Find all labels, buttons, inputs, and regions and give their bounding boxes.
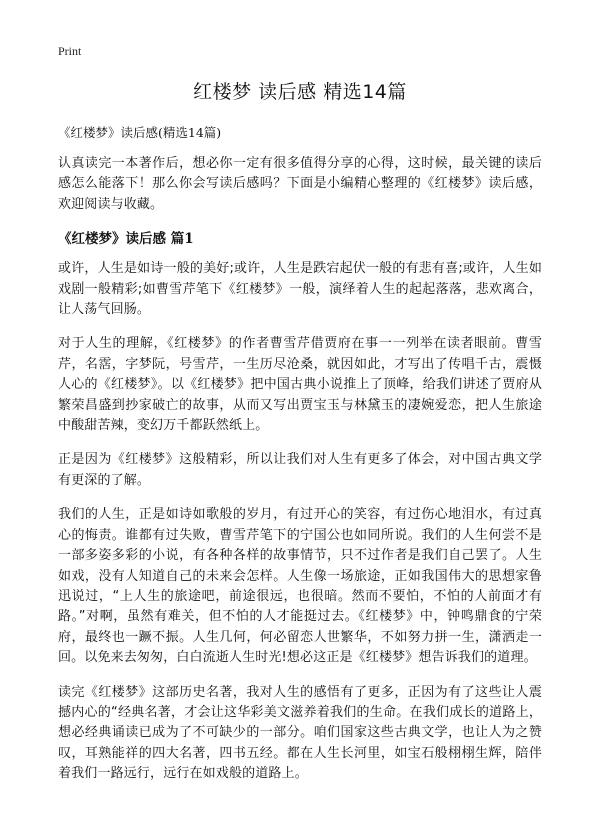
- body-paragraph-3: 正是因为《红楼梦》这般精彩，所以让我们对人生有更多了体会，对中国古典文学有更深的了解。: [58, 452, 542, 488]
- section-heading: 《红楼梦》读后感 篇1: [58, 231, 194, 248]
- body-paragraph-5: 读完《红楼梦》这部历史名著，我对人生的感悟有了更多，正因为有了这些让人震撼内心的“经典名著，才会让这华彩美文滋养着我们的生命。在我们成长的道路上，想必经典诵读已成为了不可缺少的一部分。咱们国家这些古典文学，也让人为之赞叹，耳熟能祥的四大名著，四书五经。都在人生长河里，如宝石般栩栩生辉，陪伴着我们一路远行，远行在如戏般的道路上。: [58, 684, 542, 782]
- body-paragraph-2: 对于人生的理解，《红楼梦》的作者曹雪芹借贾府在事一一列举在读者眼前。曹雪芹，名霑，字梦阮，号雪芹，一生历尽沧桑，就因如此，才写出了传唱千古，震慑人心的《红楼梦》。以《红楼梦》把中国古典小说推上了顶峰，给我们讲述了贾府从繁荣昌盛到抄家破亡的故事，从而又写出贾宝玉与林黛玉的凄婉爱恋，把人生旅途中酸甜苦辣，变幻万千都跃然纸上。: [58, 336, 542, 434]
- intro-paragraph: 认真读完一本著作后，想必你一定有很多值得分享的心得，这时候，最关键的读后感怎么能落下！那么你会写读后感吗？下面是小编精心整理的《红楼梦》读后感，欢迎阅读与收藏。: [58, 156, 542, 212]
- page-title: 红楼梦 读后感 精选14篇: [193, 81, 407, 103]
- print-label: Print: [58, 44, 82, 58]
- body-paragraph-4: 我们的人生，正是如诗如歌般的岁月，有过开心的笑容，有过伤心地泪水，有过真心的悔责。谁都有过失败，曹雪芹笔下的宁国公也如同所说。我们的人生何尝不是一部多姿多彩的小说，有各种各样的故事情节，只不过作者是我们自己罢了。人生如戏，没有人知道自己的未来会怎样。人生像一场旅途，正如我国伟大的思想家鲁迅说过，“上人生的旅途吧，前途很远，也很暗。然而不要怕，不怕的人前面才有路。”对啊，虽然有难关，但不怕的人才能挺过去。《红楼梦》中，钟鸣鼎食的宁荣府，最终也一蹶不振。人生几何，何必留恋人世繁华，不如努力拼一生，潇洒走一回。以免来去匆匆，白白流逝人生时光!想必这正是《红楼梦》想告诉我们的道理。: [58, 507, 542, 666]
- document-subtitle: 《红楼梦》读后感(精选14篇): [58, 125, 222, 140]
- body-paragraph-1: 或许，人生是如诗一般的美好;或许，人生是跌宕起伏一般的有悲有喜;或许，人生如戏剧一般精彩;如曹雪芹笔下《红楼梦》一般，演绎着人生的起起落落，悲欢离合，让人荡气回肠。: [58, 261, 542, 318]
